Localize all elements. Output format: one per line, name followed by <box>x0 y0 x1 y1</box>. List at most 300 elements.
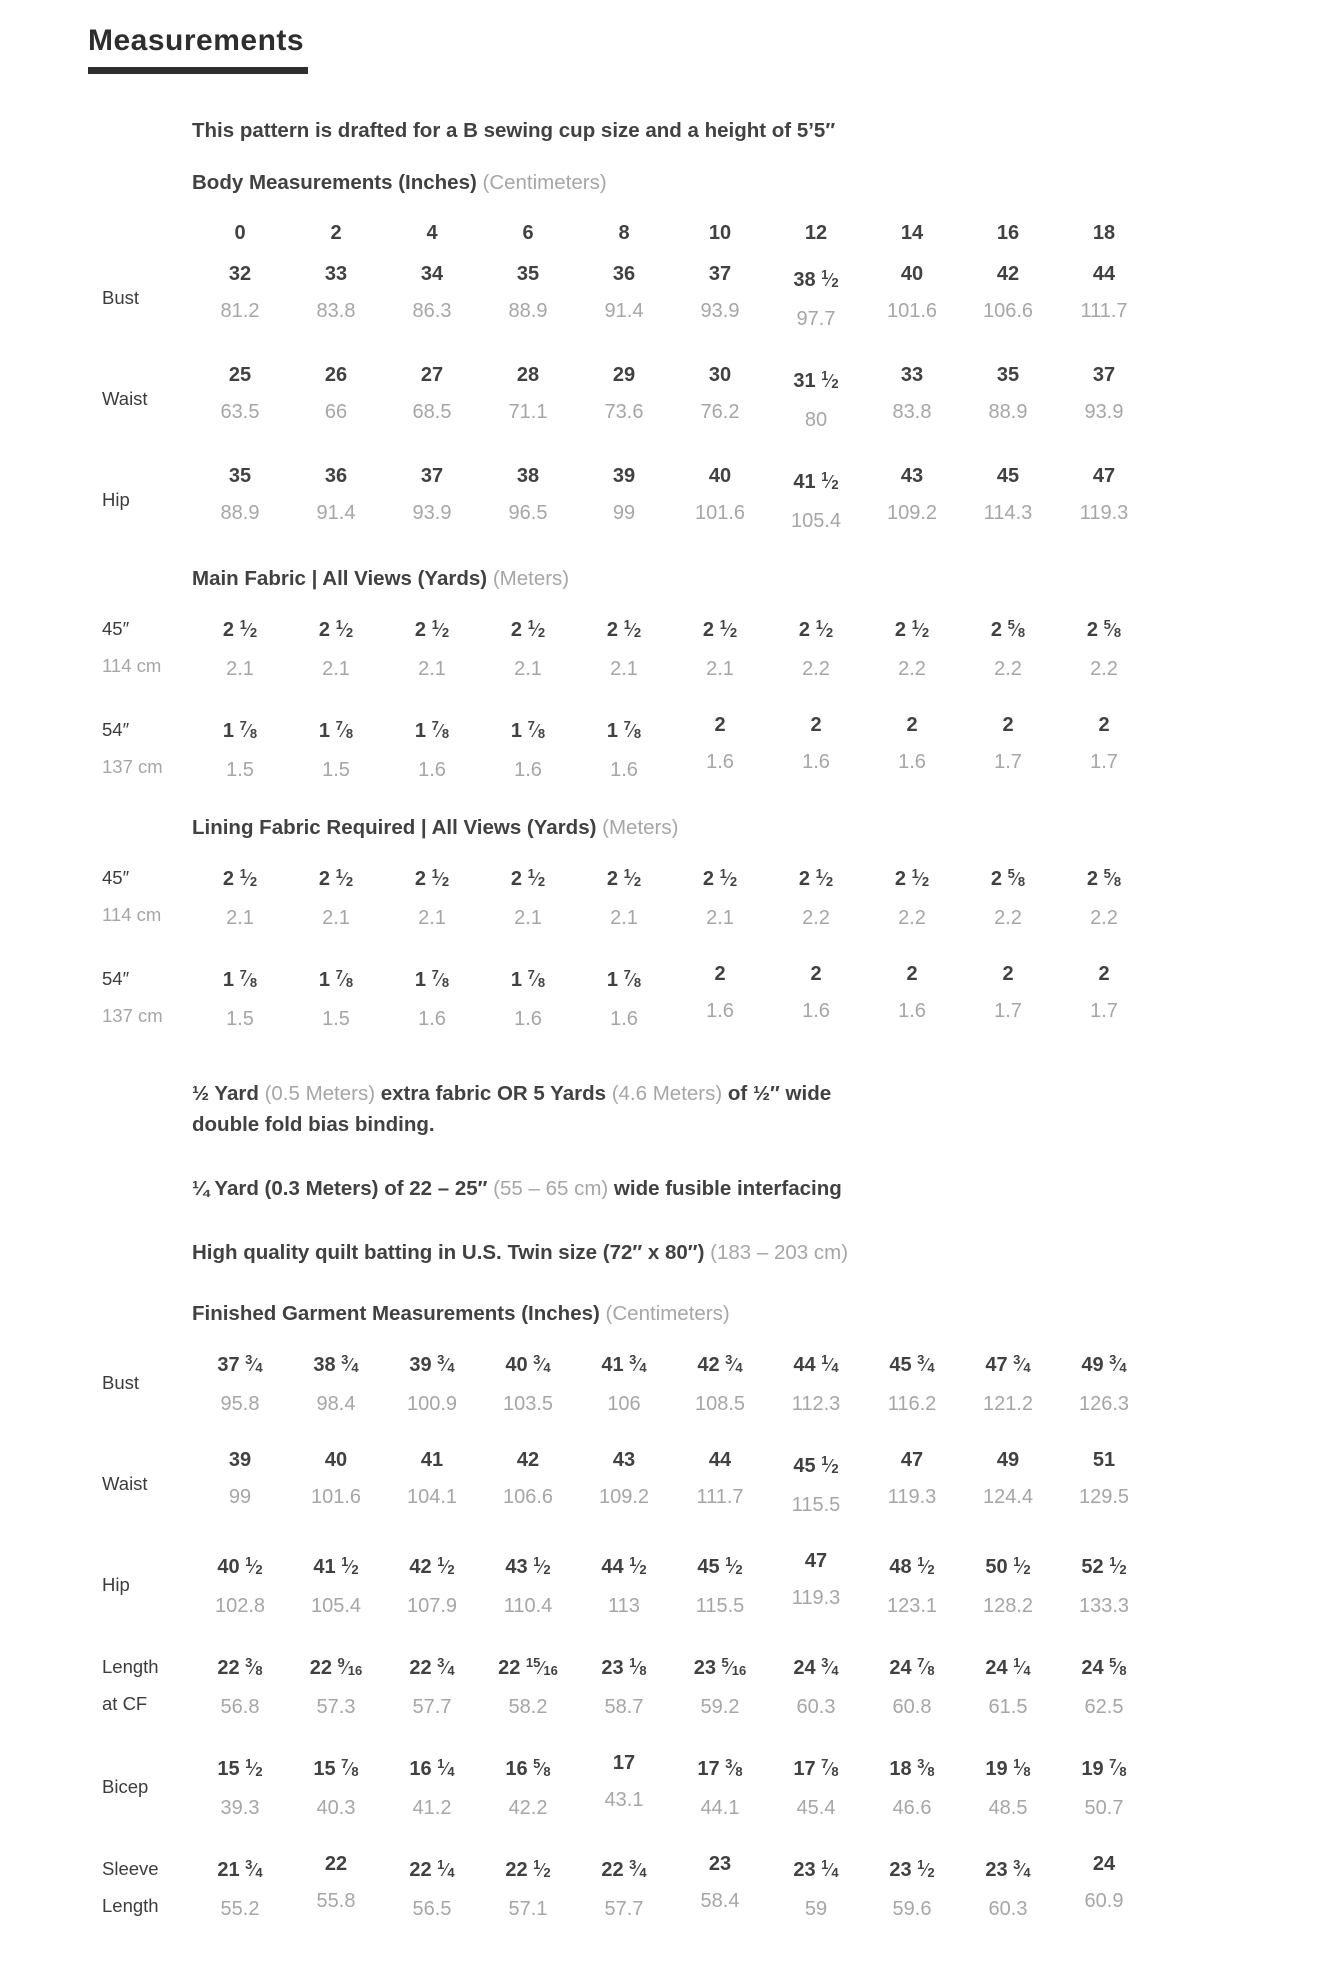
fraction: $^1$⁄4 <box>437 1756 455 1779</box>
size-header-spacer <box>80 220 192 246</box>
secondary-value: 121.2 <box>982 1393 1034 1415</box>
primary-value: 47 <box>900 1449 924 1471</box>
fraction: $^7$⁄8 <box>239 967 258 990</box>
secondary-value: 41.2 <box>412 1797 452 1819</box>
text-segment: extra fabric OR 5 Yards <box>375 1082 612 1105</box>
table-cell <box>672 956 768 1038</box>
table-cell <box>1056 707 1152 789</box>
table-cell <box>768 256 864 338</box>
primary-value: 51 <box>1092 1449 1116 1471</box>
secondary-value: 107.9 <box>406 1595 458 1617</box>
table-row <box>80 707 1280 789</box>
secondary-value: 2.1 <box>610 907 638 929</box>
fraction: $^5$⁄16 <box>721 1655 747 1678</box>
primary-value: 43 $^1$⁄2 <box>505 1554 551 1578</box>
row-label <box>80 956 192 1038</box>
secondary-value: 93.9 <box>1084 401 1124 423</box>
table-cell <box>768 956 864 1038</box>
table-cell <box>576 956 672 1038</box>
table-cell <box>384 956 480 1038</box>
table-cell <box>1056 1846 1152 1928</box>
fraction: $^7$⁄8 <box>341 1756 359 1779</box>
fraction: $^1$⁄2 <box>623 617 642 640</box>
table-cell <box>480 1846 576 1928</box>
table-cell <box>288 1442 384 1524</box>
size-column-header: 8 <box>618 222 630 244</box>
primary-value: 2 <box>906 714 918 736</box>
primary-value: 1 $^7$⁄8 <box>606 718 642 742</box>
primary-value: 15 $^7$⁄8 <box>313 1756 359 1780</box>
row-label-line: at CF <box>102 1693 148 1714</box>
table-cell <box>192 1846 288 1928</box>
table-cell <box>672 606 768 688</box>
primary-value: 41 $^1$⁄2 <box>793 469 839 493</box>
primary-value: 44 $^1$⁄4 <box>793 1352 839 1376</box>
secondary-value: 106 <box>607 1393 641 1415</box>
table-cell <box>672 1846 768 1928</box>
primary-value: 24 $^5$⁄8 <box>1081 1655 1127 1679</box>
note-line <box>192 1082 831 1105</box>
primary-value: 2 <box>810 963 822 985</box>
primary-value: 41 $^1$⁄2 <box>313 1554 359 1578</box>
secondary-value: 100.9 <box>406 1393 458 1415</box>
table-cell <box>576 1543 672 1625</box>
secondary-value: 1.6 <box>706 1000 734 1022</box>
note-paragraph <box>192 1078 1280 1140</box>
table-row <box>80 1442 1280 1524</box>
fraction: $^1$⁄8 <box>629 1655 647 1678</box>
primary-value: 47 <box>804 1550 828 1572</box>
secondary-value: 91.4 <box>316 502 356 524</box>
fraction: $^5$⁄8 <box>1007 617 1026 640</box>
secondary-value: 2.2 <box>802 907 830 929</box>
fraction: $^3$⁄4 <box>821 1655 839 1678</box>
table-cell <box>192 256 288 338</box>
table-cell <box>1056 1341 1152 1423</box>
row-label-line: Sleeve <box>102 1858 159 1879</box>
secondary-value: 115.5 <box>791 1494 841 1516</box>
primary-value: 52 $^1$⁄2 <box>1081 1554 1127 1578</box>
primary-value: 50 $^1$⁄2 <box>985 1554 1031 1578</box>
text-segment: ¼ Yard (0.3 Meters) of 22 – 25″ <box>192 1177 494 1200</box>
secondary-value: 112.3 <box>791 1393 841 1415</box>
title-underline <box>88 67 308 74</box>
text-segment: (4.6 Meters) <box>611 1082 723 1105</box>
row-label-line: 114 cm <box>102 655 162 676</box>
secondary-value: 119.3 <box>791 1587 841 1609</box>
table-cell <box>1056 956 1152 1038</box>
text-segment: (55 – 65 cm) <box>493 1177 609 1200</box>
secondary-value: 60.8 <box>892 1696 932 1718</box>
secondary-value: 42.2 <box>508 1797 548 1819</box>
primary-value: 39 $^3$⁄4 <box>409 1352 455 1376</box>
secondary-value: 73.6 <box>604 401 644 423</box>
table-cell <box>672 357 768 439</box>
table-cell <box>768 458 864 540</box>
fraction: $^7$⁄8 <box>623 967 642 990</box>
fraction: $^1$⁄2 <box>623 866 642 889</box>
table-cell <box>576 606 672 688</box>
secondary-value: 66 <box>324 401 348 423</box>
secondary-value: 115.5 <box>695 1595 745 1617</box>
table-cell <box>1056 357 1152 439</box>
primary-value: 22 $^1$⁄4 <box>409 1857 455 1881</box>
primary-value: 2 <box>714 963 726 985</box>
table-cell <box>384 707 480 789</box>
secondary-value: 105.4 <box>790 510 842 532</box>
primary-value: 39 <box>228 1449 252 1471</box>
primary-value: 43 <box>900 465 924 487</box>
primary-value: 18 $^3$⁄8 <box>889 1756 935 1780</box>
primary-value: 43 <box>612 1449 636 1471</box>
fraction: $^3$⁄4 <box>245 1857 263 1880</box>
secondary-value: 105.4 <box>310 1595 362 1617</box>
table-row <box>80 458 1280 540</box>
secondary-value: 1.6 <box>802 1000 830 1022</box>
table-cell <box>864 1644 960 1726</box>
secondary-value: 101.6 <box>694 502 746 524</box>
secondary-value: 2.1 <box>226 658 254 680</box>
secondary-value: 2.1 <box>418 658 446 680</box>
table-cell <box>960 357 1056 439</box>
secondary-value: 96.5 <box>508 502 548 524</box>
table-row <box>80 1745 1280 1827</box>
table-cell <box>384 256 480 338</box>
fraction: $^5$⁄8 <box>1103 617 1122 640</box>
primary-value: 26 <box>324 364 348 386</box>
secondary-value: 1.5 <box>322 1008 350 1030</box>
primary-value: 44 $^1$⁄2 <box>601 1554 647 1578</box>
finished-garment-heading <box>192 1301 1280 1327</box>
secondary-value: 126.3 <box>1078 1393 1130 1415</box>
table-cell <box>480 956 576 1038</box>
row-label <box>80 458 192 540</box>
fraction: $^3$⁄4 <box>629 1857 647 1880</box>
fraction: $^3$⁄4 <box>245 1352 263 1375</box>
primary-value: 1 $^7$⁄8 <box>222 967 258 991</box>
table-cell <box>960 1341 1056 1423</box>
primary-value: 1 $^7$⁄8 <box>510 718 546 742</box>
row-label-line: Bicep <box>102 1775 149 1797</box>
secondary-value: 95.8 <box>220 1393 260 1415</box>
table-cell <box>960 1543 1056 1625</box>
table-row <box>80 1846 1280 1928</box>
primary-value: 2 <box>906 963 918 985</box>
table-cell <box>672 1644 768 1726</box>
primary-value: 45 $^1$⁄2 <box>793 1453 839 1477</box>
fraction: $^3$⁄4 <box>1013 1352 1031 1375</box>
fraction: $^1$⁄2 <box>527 617 546 640</box>
primary-value: 24 $^1$⁄4 <box>985 1655 1031 1679</box>
table-cell <box>960 1644 1056 1726</box>
primary-value: 45 $^1$⁄2 <box>697 1554 743 1578</box>
primary-value: 1 $^7$⁄8 <box>510 967 546 991</box>
secondary-value: 1.7 <box>1090 751 1118 773</box>
table-cell <box>960 1442 1056 1524</box>
row-label <box>80 707 192 789</box>
note-line <box>192 1177 842 1200</box>
table-cell <box>672 1341 768 1423</box>
table-cell <box>576 1745 672 1827</box>
row-label <box>80 1644 192 1726</box>
secondary-value: 59 <box>804 1898 828 1920</box>
secondary-value: 81.2 <box>220 300 260 322</box>
lining-fabric-table <box>80 855 1280 1038</box>
fraction: $^1$⁄2 <box>719 866 738 889</box>
size-column-header: 6 <box>522 222 534 244</box>
table-cell <box>672 458 768 540</box>
table-cell <box>864 855 960 937</box>
fraction: $^7$⁄8 <box>527 718 546 741</box>
primary-value: 17 $^3$⁄8 <box>697 1756 743 1780</box>
fraction: $^1$⁄2 <box>821 469 839 492</box>
secondary-value: 60.3 <box>988 1898 1028 1920</box>
row-label-line: Waist <box>102 387 148 409</box>
fraction: $^1$⁄2 <box>1013 1554 1031 1577</box>
secondary-value: 40.3 <box>316 1797 356 1819</box>
secondary-value: 83.8 <box>316 300 356 322</box>
text-segment: double fold bias binding. <box>192 1113 435 1136</box>
text-segment: (Centimeters) <box>605 1302 730 1325</box>
primary-value: 23 <box>708 1853 732 1875</box>
secondary-value: 88.9 <box>988 401 1028 423</box>
primary-value: 2 <box>810 714 822 736</box>
fraction: $^5$⁄8 <box>1007 866 1026 889</box>
secondary-value: 2.2 <box>994 907 1022 929</box>
table-cell <box>384 1341 480 1423</box>
table-cell <box>864 707 960 789</box>
primary-value: 2 $^1$⁄2 <box>702 617 738 641</box>
table-cell <box>768 1341 864 1423</box>
fraction: $^{15}$⁄16 <box>525 1655 558 1678</box>
table-cell <box>288 1341 384 1423</box>
primary-value: 47 $^3$⁄4 <box>985 1352 1031 1376</box>
fraction: $^1$⁄2 <box>437 1554 455 1577</box>
table-cell <box>384 357 480 439</box>
fraction: $^7$⁄8 <box>623 718 642 741</box>
secondary-value: 113 <box>608 1595 640 1617</box>
finished-garment-table <box>80 1341 1280 1928</box>
primary-value: 2 $^5$⁄8 <box>1086 617 1122 641</box>
primary-value: 24 <box>1092 1853 1116 1875</box>
table-cell <box>672 1543 768 1625</box>
fraction: $^1$⁄2 <box>917 1554 935 1577</box>
secondary-value: 1.6 <box>418 759 446 781</box>
row-label <box>80 357 192 439</box>
primary-value: 16 $^5$⁄8 <box>505 1756 551 1780</box>
fraction: $^3$⁄4 <box>1109 1352 1127 1375</box>
table-cell <box>192 707 288 789</box>
row-label-line: Length <box>102 1895 159 1916</box>
fraction: $^3$⁄8 <box>917 1756 935 1779</box>
table-cell <box>192 1745 288 1827</box>
secondary-value: 57.7 <box>412 1696 452 1718</box>
row-label <box>80 1745 192 1827</box>
secondary-value: 55.2 <box>220 1898 260 1920</box>
primary-value: 38 $^3$⁄4 <box>313 1352 359 1376</box>
row-label-line: 54″ <box>102 719 130 740</box>
table-cell <box>1056 1442 1152 1524</box>
secondary-value: 76.2 <box>700 401 740 423</box>
table-cell <box>672 1745 768 1827</box>
fraction: $^1$⁄4 <box>437 1857 455 1880</box>
primary-value: 42 <box>996 263 1020 285</box>
table-cell <box>768 707 864 789</box>
fraction: $^1$⁄2 <box>527 866 546 889</box>
primary-value: 2 $^1$⁄2 <box>798 617 834 641</box>
primary-value: 2 <box>1002 714 1014 736</box>
secondary-value: 1.7 <box>1090 1000 1118 1022</box>
secondary-value: 2.1 <box>322 658 350 680</box>
table-cell <box>288 1543 384 1625</box>
table-cell <box>672 707 768 789</box>
table-cell <box>192 1442 288 1524</box>
table-cell <box>480 1442 576 1524</box>
body-measurements-heading <box>192 170 1280 196</box>
table-cell <box>384 1442 480 1524</box>
table-cell <box>768 855 864 937</box>
primary-value: 48 $^1$⁄2 <box>889 1554 935 1578</box>
secondary-value: 108.5 <box>694 1393 746 1415</box>
secondary-value: 44.1 <box>700 1797 740 1819</box>
primary-value: 37 $^3$⁄4 <box>217 1352 263 1376</box>
text-segment: Main Fabric | All Views (Yards) <box>192 567 493 590</box>
secondary-value: 1.6 <box>418 1008 446 1030</box>
table-cell <box>480 1745 576 1827</box>
fraction: $^1$⁄2 <box>725 1554 743 1577</box>
size-column-header: 16 <box>996 222 1020 244</box>
secondary-value: 59.6 <box>892 1898 932 1920</box>
secondary-value: 1.6 <box>610 1008 638 1030</box>
table-row <box>80 1543 1280 1625</box>
table-cell <box>288 606 384 688</box>
table-cell <box>576 256 672 338</box>
primary-value: 42 $^1$⁄2 <box>409 1554 455 1578</box>
table-cell <box>672 855 768 937</box>
table-cell <box>672 256 768 338</box>
primary-value: 22 $^3$⁄4 <box>409 1655 455 1679</box>
text-segment: (0.5 Meters) <box>264 1082 376 1105</box>
table-cell <box>480 707 576 789</box>
fraction: $^3$⁄4 <box>1013 1857 1031 1880</box>
primary-value: 40 $^1$⁄2 <box>217 1554 263 1578</box>
fraction: $^1$⁄2 <box>629 1554 647 1577</box>
primary-value: 19 $^1$⁄8 <box>985 1756 1031 1780</box>
secondary-value: 1.5 <box>226 1008 254 1030</box>
table-cell <box>960 956 1056 1038</box>
size-column-header: 4 <box>426 222 438 244</box>
secondary-value: 2.2 <box>1090 907 1118 929</box>
secondary-value: 55.8 <box>316 1890 356 1912</box>
table-cell <box>960 707 1056 789</box>
table-cell <box>288 1846 384 1928</box>
secondary-value: 1.5 <box>226 759 254 781</box>
fraction: $^9$⁄16 <box>337 1655 363 1678</box>
secondary-value: 57.1 <box>508 1898 548 1920</box>
secondary-value: 68.5 <box>412 401 452 423</box>
secondary-value: 58.4 <box>700 1890 740 1912</box>
table-cell <box>576 1442 672 1524</box>
primary-value: 16 $^1$⁄4 <box>409 1756 455 1780</box>
fraction: $^5$⁄8 <box>1109 1655 1127 1678</box>
primary-value: 22 $^{15}$⁄16 <box>498 1655 558 1679</box>
page-header <box>80 24 1280 74</box>
size-column-header: 2 <box>330 222 342 244</box>
table-cell <box>384 1543 480 1625</box>
fraction: $^1$⁄2 <box>533 1857 551 1880</box>
primary-value: 47 <box>1092 465 1116 487</box>
fraction: $^1$⁄2 <box>821 1453 839 1476</box>
row-label-line: 114 cm <box>102 904 162 925</box>
text-segment: wide fusible interfacing <box>608 1177 842 1200</box>
primary-value: 38 $^1$⁄2 <box>793 267 839 291</box>
fraction: $^1$⁄4 <box>821 1857 839 1880</box>
secondary-value: 2.2 <box>802 658 830 680</box>
secondary-value: 59.2 <box>700 1696 740 1718</box>
fraction: $^1$⁄2 <box>239 617 258 640</box>
primary-value: 23 $^5$⁄16 <box>693 1655 747 1679</box>
primary-value: 19 $^7$⁄8 <box>1081 1756 1127 1780</box>
fraction: $^7$⁄8 <box>335 967 354 990</box>
fraction: $^1$⁄2 <box>917 1857 935 1880</box>
table-cell <box>288 357 384 439</box>
secondary-value: 104.1 <box>406 1486 458 1508</box>
secondary-value: 114.3 <box>983 502 1033 524</box>
primary-value: 22 $^3$⁄8 <box>217 1655 263 1679</box>
primary-value: 49 <box>996 1449 1020 1471</box>
table-cell <box>1056 1644 1152 1726</box>
fraction: $^3$⁄4 <box>725 1352 743 1375</box>
primary-value: 2 <box>1002 963 1014 985</box>
table-row <box>80 256 1280 338</box>
table-cell <box>864 458 960 540</box>
fraction: $^7$⁄8 <box>527 967 546 990</box>
secondary-value: 110.4 <box>503 1595 553 1617</box>
table-cell <box>576 707 672 789</box>
primary-value: 45 <box>996 465 1020 487</box>
table-cell <box>576 1644 672 1726</box>
secondary-value: 1.6 <box>802 751 830 773</box>
secondary-value: 2.1 <box>706 907 734 929</box>
primary-value: 2 $^1$⁄2 <box>414 617 450 641</box>
primary-value: 35 <box>996 364 1020 386</box>
primary-value: 25 <box>228 364 252 386</box>
secondary-value: 2.1 <box>514 907 542 929</box>
fraction: $^5$⁄8 <box>1103 866 1122 889</box>
note-paragraph <box>192 1237 1280 1268</box>
table-cell <box>480 357 576 439</box>
table-cell <box>576 357 672 439</box>
text-segment: (Meters) <box>492 567 570 590</box>
table-cell <box>864 256 960 338</box>
secondary-value: 71.1 <box>508 401 548 423</box>
text-segment: of ½″ wide <box>722 1082 832 1105</box>
secondary-value: 99 <box>228 1486 252 1508</box>
row-label-line: 54″ <box>102 968 130 989</box>
secondary-value: 133.3 <box>1078 1595 1130 1617</box>
fraction: $^7$⁄8 <box>431 718 450 741</box>
table-cell <box>960 1846 1056 1928</box>
fraction: $^1$⁄2 <box>1109 1554 1127 1577</box>
row-label <box>80 855 192 937</box>
table-cell <box>288 956 384 1038</box>
primary-value: 2 <box>1098 963 1110 985</box>
size-column-header: 0 <box>234 222 246 244</box>
table-cell <box>192 357 288 439</box>
fraction: $^1$⁄2 <box>431 617 450 640</box>
primary-value: 2 $^1$⁄2 <box>318 866 354 890</box>
secondary-value: 2.1 <box>322 907 350 929</box>
